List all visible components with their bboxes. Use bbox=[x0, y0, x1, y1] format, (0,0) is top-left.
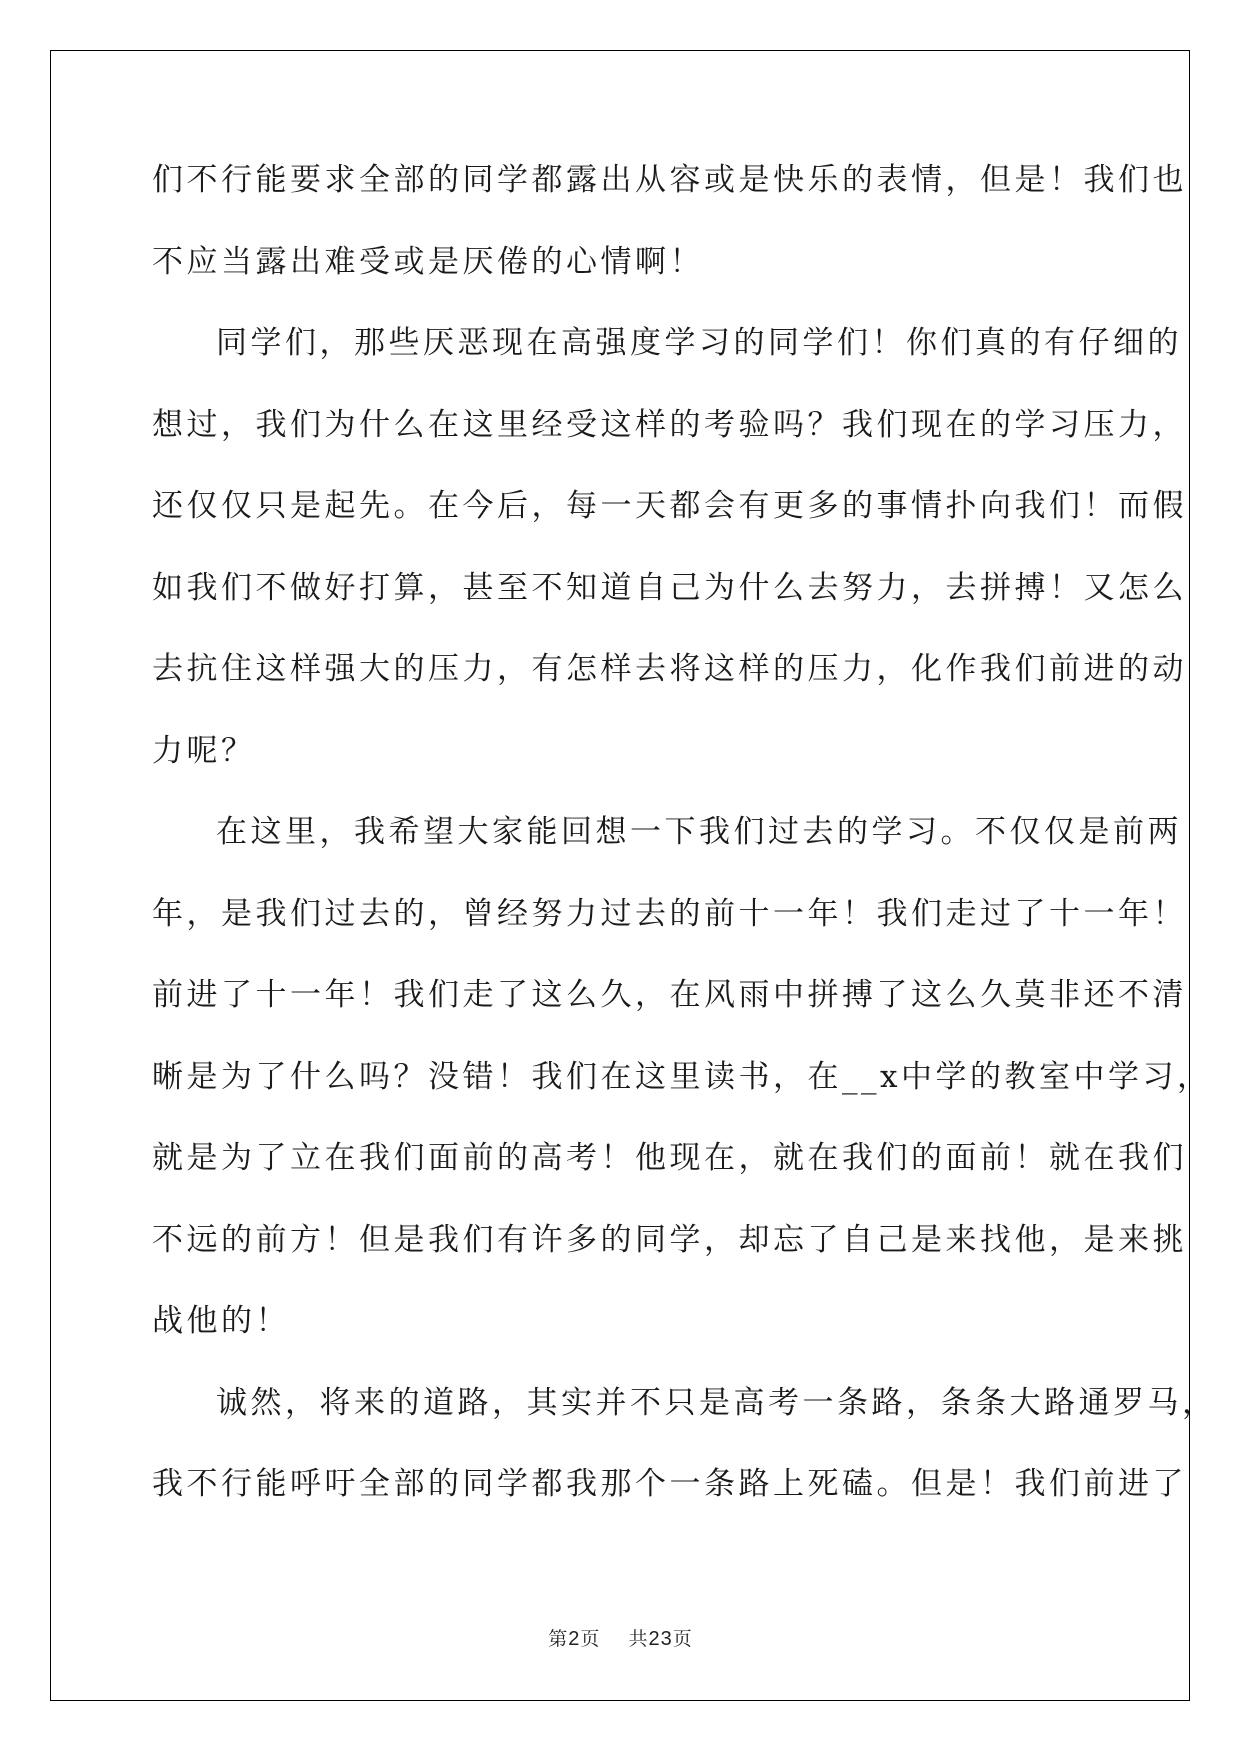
text-line: 们不行能要求全部的同学都露出从容或是快乐的表情，但是！我们也 bbox=[152, 162, 1187, 198]
text-line: 还仅仅只是起先。在今后，每一天都会有更多的事情扑向我们！而假 bbox=[152, 488, 1187, 524]
text-line: 诚然，将来的道路，其实并不只是高考一条路，条条大路通罗马， bbox=[216, 1384, 1217, 1421]
text-line: 我不行能呼吁全部的同学都我那个一条路上死磕。但是！我们前进了 bbox=[152, 1466, 1187, 1502]
text-line: 同学们，那些厌恶现在高强度学习的同学们！你们真的有仔细的 bbox=[216, 325, 1182, 361]
document-body bbox=[152, 162, 1217, 1548]
text-line: 年，是我们过去的，曾经努力过去的前十一年！我们走过了十一年！ bbox=[152, 895, 1187, 932]
text-line: 就是为了立在我们面前的高考！他现在，就在我们的面前！就在我们 bbox=[152, 1140, 1187, 1176]
text-line: 想过，我们为什么在这里经受这样的考验吗？我们现在的学习压力， bbox=[152, 406, 1187, 443]
text-line: 如我们不做好打算，甚至不知道自己为什么去努力，去拼搏！又怎么 bbox=[152, 569, 1187, 606]
footer-total-suffix: 页 bbox=[672, 1628, 693, 1650]
total-pages-number: 23 bbox=[648, 1628, 673, 1650]
text-line: 在这里，我希望大家能回想一下我们过去的学习。不仅仅是前两 bbox=[216, 814, 1182, 850]
text-line: 前进了十一年！我们走了这么久，在风雨中拼搏了这么久莫非还不清 bbox=[152, 977, 1187, 1013]
text-line: 晰是为了什么吗？没错！我们在这里读书，在__x中学的教室中学习， bbox=[152, 1058, 1212, 1095]
footer-prefix: 第 bbox=[548, 1628, 569, 1650]
current-page-number: 2 bbox=[568, 1628, 581, 1650]
footer-page-word: 页 bbox=[580, 1628, 601, 1650]
footer-total-prefix: 共 bbox=[628, 1628, 649, 1650]
text-line: 去抗住这样强大的压力，有怎样去将这样的压力，化作我们前进的动 bbox=[152, 651, 1187, 687]
text-line: 力呢？ bbox=[152, 732, 256, 769]
text-line: 不应当露出难受或是厌倦的心情啊！ bbox=[152, 243, 704, 280]
text-line: 战他的！ bbox=[152, 1303, 290, 1339]
text-line: 不远的前方！但是我们有许多的同学，却忘了自己是来找他，是来挑 bbox=[152, 1221, 1187, 1258]
page-footer bbox=[0, 1624, 1241, 1651]
